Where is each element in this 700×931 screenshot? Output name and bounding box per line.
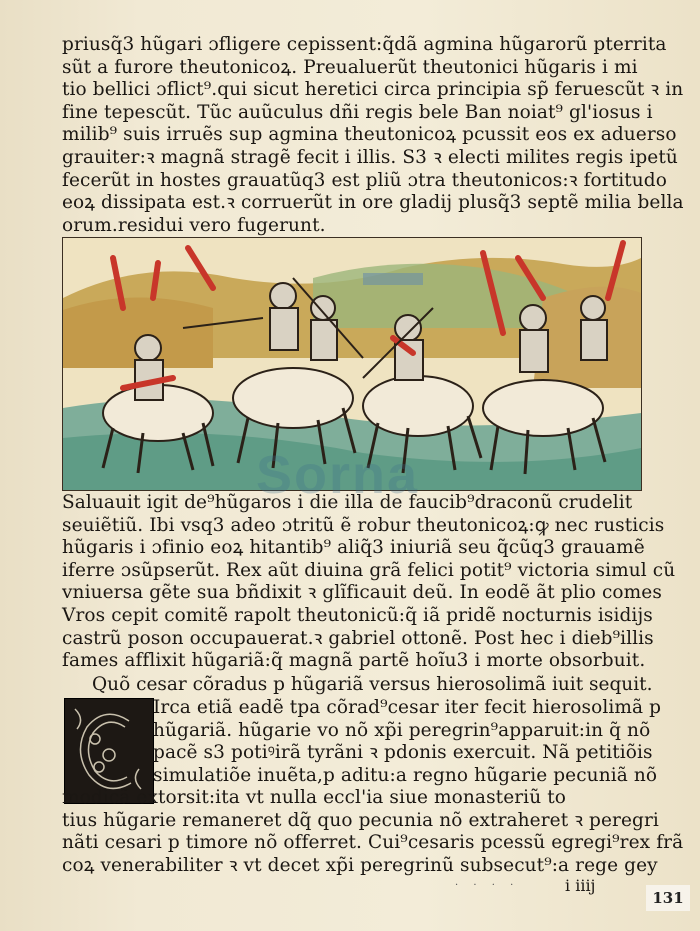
- text-line: castrũ poson occupauerat.ꝛ gabriel ottonẽ. Post hec i dieb⁹illis: [62, 627, 654, 649]
- text-line: fine tepescũt. Tũc auũculus dñi regis bele Ban noiat⁹ gl'iosus i: [62, 101, 653, 123]
- text-line: coꝝ venerabiliter ꝛ vt decet xp̃i peregrinũ subsecut⁹:a rege gey: [62, 854, 658, 876]
- text-line: modicã extorsit:ita vt nulla eccl'ia siue monasteriũ to: [62, 787, 566, 808]
- text-line: seuiẽtiũ. Ibi vsq3 adeo ɔtritũ ẽ robur theutonicoꝝ:ꝙ nec rusticis: [62, 514, 665, 536]
- text-line: tio bellici ɔflict⁹.qui sicut heretici circa principia sp̃ feruescũt ꝛ in: [62, 79, 684, 101]
- text-line: tius hũgarie remaneret dq̃ quo pecunia nõ extraheret ꝛ peregri: [62, 809, 659, 831]
- text-line: vniuersa gẽte sua bñdixit ꝛ glĩficauit deũ. In eodẽ ãt plio comes: [62, 582, 662, 604]
- text-line: priusq̃3 hũgari ɔfligere cepissent:q̃dã agmina hũgarorũ pterrita: [62, 34, 667, 55]
- text-line: milib⁹ suis irruẽs sup agmina theutonicoꝝ pcussit eos ex aduerso: [62, 124, 677, 146]
- text-line: grauiter:ꝛ magnã stragẽ fecit i illis. S3 ꝛ electi milites regis ipetũ: [62, 146, 678, 168]
- text-line: Vros cepit comitẽ rapolt theutonicũ:q̃ iã pridẽ nocturnis isidijs: [62, 604, 653, 626]
- text-line: pacẽ s3 potiꝰirã tyrãni ꝛ pdonis exercuit. Nã petitiõis: [153, 742, 653, 764]
- signature-mark: i iiij: [565, 876, 596, 895]
- text-line: fecerũt in hostes grauatũq3 est pliũ ɔtra theutonicos:ꝛ fortitudo: [62, 169, 667, 191]
- text-line: Saluauit igit de⁹hũgaros i die illa de faucib⁹draconũ crudelit: [62, 492, 633, 513]
- text-line: fames afflixit hũgariã:q̃ magnã partẽ hoĩu3 i morte obsorbuit.: [62, 650, 646, 672]
- text-line: nãti cesari p timore nõ offerret. Cui⁹cesaris pcessũ egregi⁹rex frã: [62, 832, 684, 854]
- text-line: sũt a furore theutonicoꝝ. Preualuerũt theutonici hũgaris i mi: [62, 56, 638, 78]
- page-number: 131: [646, 885, 690, 911]
- text-block-bottom: [62, 787, 684, 877]
- text-line: Irca etiã eadẽ tpa cõrad⁹cesar iter fecit hierosolimã p: [153, 697, 662, 718]
- text-line: hũgaris i ɔfinio eoꝝ hitantib⁹ aliq̃3 iniuriã seu q̃cũq3 grauamẽ: [62, 537, 645, 559]
- text-block-middle: [62, 492, 676, 673]
- text-block-top: [62, 34, 684, 237]
- text-line: eoꝝ dissipata est.ꝛ corruerũt in ore gladij plusq̃3 septẽ milia bella: [62, 192, 684, 214]
- chapter-heading: Quõ cesar cõradus p hũgariã versus hierosolimã iuit sequit.: [92, 674, 653, 695]
- text-line: orum.residui vero fugerunt.: [62, 214, 326, 236]
- text-line: simulatiõe inuẽta,p aditu:a regno hũgarie pecuniã nõ: [153, 764, 658, 786]
- text-line: hũgariã. hũgarie vo nõ xp̃i peregrin⁹apparuit:in q̃ nõ: [153, 719, 651, 741]
- watermark: Sorna: [256, 445, 420, 505]
- text-line: iferre ɔsũpserũt. Rex aũt diuina grã felici potit⁹ victoria simul cũ: [62, 559, 676, 581]
- ornament-dots: · · · ·: [455, 880, 520, 891]
- text-block-bottom-indented: [153, 697, 662, 787]
